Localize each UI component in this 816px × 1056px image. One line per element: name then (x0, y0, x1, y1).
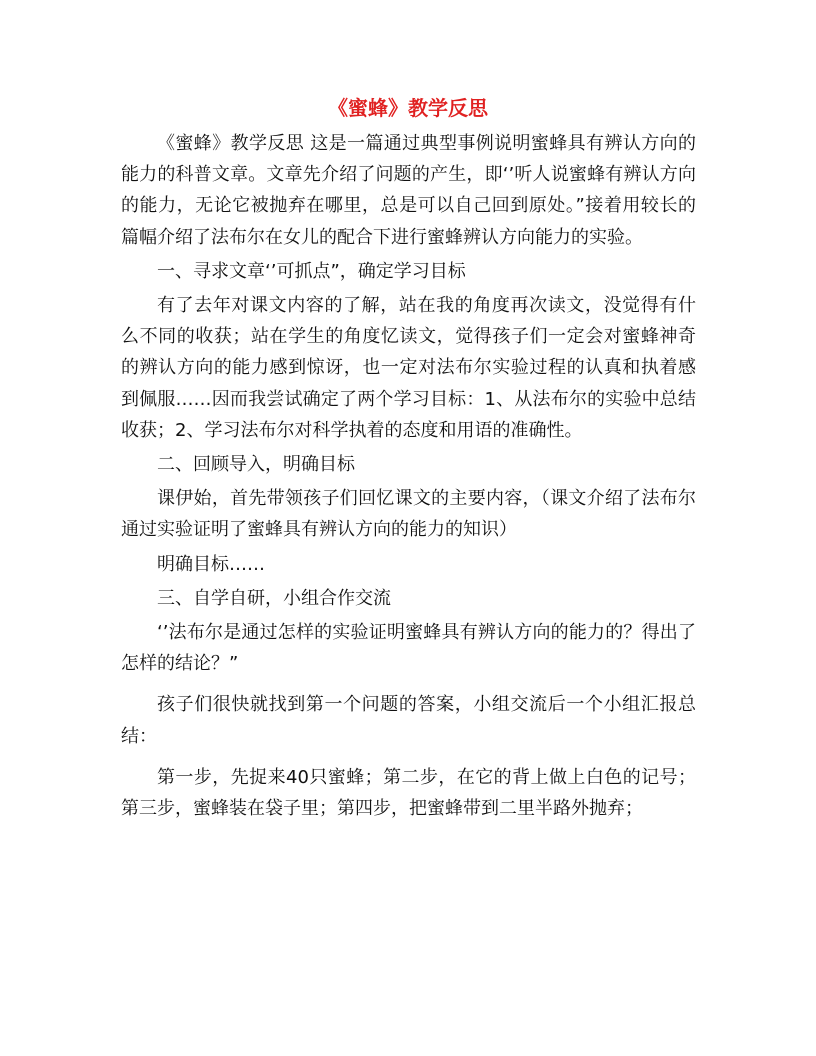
heading-section-1: 一、寻求文章‘’可抓点”，确定学习目标 (157, 260, 466, 282)
paragraph-clear-goals: 明确目标…… (157, 553, 265, 575)
paragraph-question: ‘’法布尔是通过怎样的实验证明蜜蜂具有辨认方向的能力的？得出了怎样的结论？” (121, 622, 696, 675)
paragraph-steps: 第一步，先捉来40只蜜蜂；第二步，在它的背上做上白色的记号；第三步，蜜蜂装在袋子里；第四步，把蜜蜂带到二里半路外抛弃； (121, 766, 696, 820)
document-body (121, 128, 696, 824)
paragraph-review: 课伊始，首先带领孩子们回忆课文的主要内容，（课文介绍了法布尔通过实验证明了蜜蜂具有辨认方向的能力的知识） (121, 488, 696, 541)
document-title: 《蜜蜂》教学反思 (328, 96, 488, 120)
heading-section-2: 二、回顾导入，明确目标 (157, 454, 355, 476)
heading-section-3: 三、自学自研，小组合作交流 (157, 587, 391, 609)
paragraph-intro: 《蜜蜂》教学反思 这是一篇通过典型事例说明蜜蜂具有辨认方向的能力的科普文章。文章先介绍了问题的产生，即‘’听人说蜜蜂有辨认方向的能力，无论它被抛弃在哪里，总是可以自己回到原处。”接着用较长的篇幅介绍了法布尔在女儿的配合下进行蜜蜂辨认方向能力的实验。 (121, 133, 696, 248)
paragraph-answer: 孩子们很快就找到第一个问题的答案，小组交流后一个小组汇报总结： (121, 694, 696, 747)
paragraph-goals: 有了去年对课文内容的了解，站在我的角度再次读文，没觉得有什么不同的收获；站在学生的角度忆读文，觉得孩子们一定会对蜜蜂神奇的辨认方向的能力感到惊讶，也一定对法布尔实验过程的认真和执着感到佩服……因而我尝试确定了两个学习目标：1、从法布尔的实验中总结收获；2、学习法布尔对科学执着的态度和用语的准确性。 (121, 295, 696, 441)
